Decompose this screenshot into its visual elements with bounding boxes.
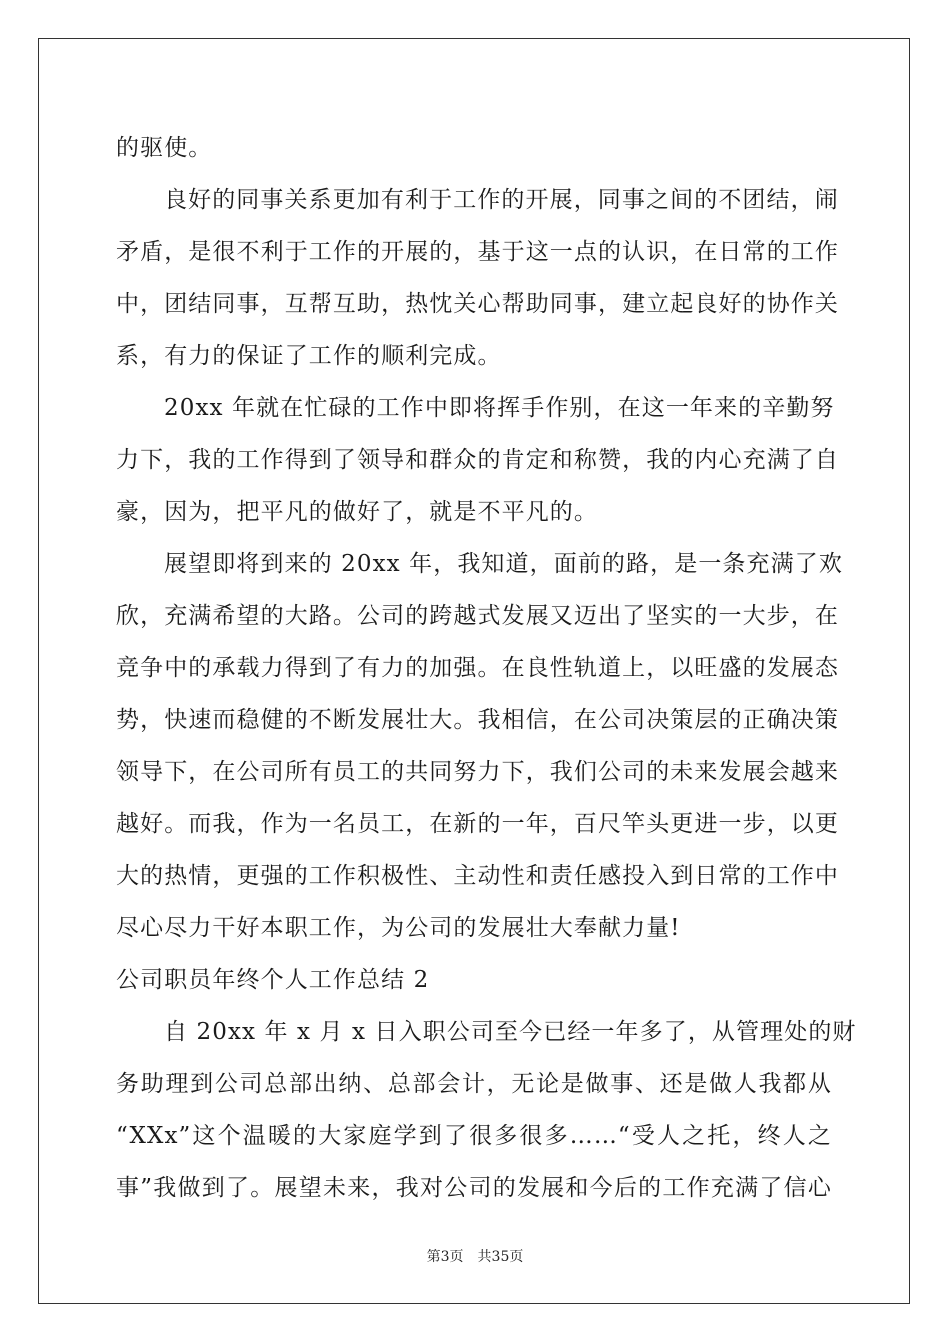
text-line: “XXx”这个温暖的大家庭学到了很多很多……“受人之托，终人之 xyxy=(116,1123,832,1149)
text-line: 自 20xx 年 x 月 x 日入职公司至今已经一年多了，从管理处的财 xyxy=(164,1019,857,1045)
text-line: 中，团结同事，互帮互助，热忱关心帮助同事，建立起良好的协作关 xyxy=(116,291,839,317)
text-line: 领导下，在公司所有员工的共同努力下，我们公司的未来发展会越来 xyxy=(116,759,839,785)
page-footer xyxy=(0,1246,950,1266)
text-line: 系，有力的保证了工作的顺利完成。 xyxy=(116,343,502,369)
text-line: 事”我做到了。展望未来，我对公司的发展和今后的工作充满了信心 xyxy=(116,1175,832,1201)
text-line: 大的热情，更强的工作积极性、主动性和责任感投入到日常的工作中 xyxy=(116,863,839,889)
page-number: 第3页 xyxy=(426,1249,464,1265)
text-line: 越好。而我，作为一名员工，在新的一年，百尺竿头更进一步，以更 xyxy=(116,811,839,837)
text-line: 豪，因为，把平凡的做好了，就是不平凡的。 xyxy=(116,499,598,525)
text-line: 力下，我的工作得到了领导和群众的肯定和称赞，我的内心充满了自 xyxy=(116,447,839,473)
text-line: 竞争中的承载力得到了有力的加强。在良性轨道上，以旺盛的发展态 xyxy=(116,655,839,681)
text-line: 20xx 年就在忙碌的工作中即将挥手作别，在这一年来的辛勤努 xyxy=(164,395,835,421)
text-line: 展望即将到来的 20xx 年，我知道，面前的路，是一条充满了欢 xyxy=(164,551,843,577)
text-line: 务助理到公司总部出纳、总部会计，无论是做事、还是做人我都从 xyxy=(116,1071,832,1097)
document-body xyxy=(116,122,857,1214)
page-total: 共35页 xyxy=(477,1249,524,1265)
text-line: 欣，充满希望的大路。公司的跨越式发展又迈出了坚实的一大步，在 xyxy=(116,603,839,629)
text-line: 势，快速而稳健的不断发展壮大。我相信，在公司决策层的正确决策 xyxy=(116,707,839,733)
section-heading: 公司职员年终个人工作总结 2 xyxy=(116,967,430,993)
text-line: 矛盾，是很不利于工作的开展的，基于这一点的认识，在日常的工作 xyxy=(116,239,839,265)
text-line: 良好的同事关系更加有利于工作的开展，同事之间的不团结，闹 xyxy=(164,187,839,213)
text-line: 尽心尽力干好本职工作，为公司的发展壮大奉献力量! xyxy=(116,915,681,941)
text-line: 的驱使。 xyxy=(116,135,213,161)
